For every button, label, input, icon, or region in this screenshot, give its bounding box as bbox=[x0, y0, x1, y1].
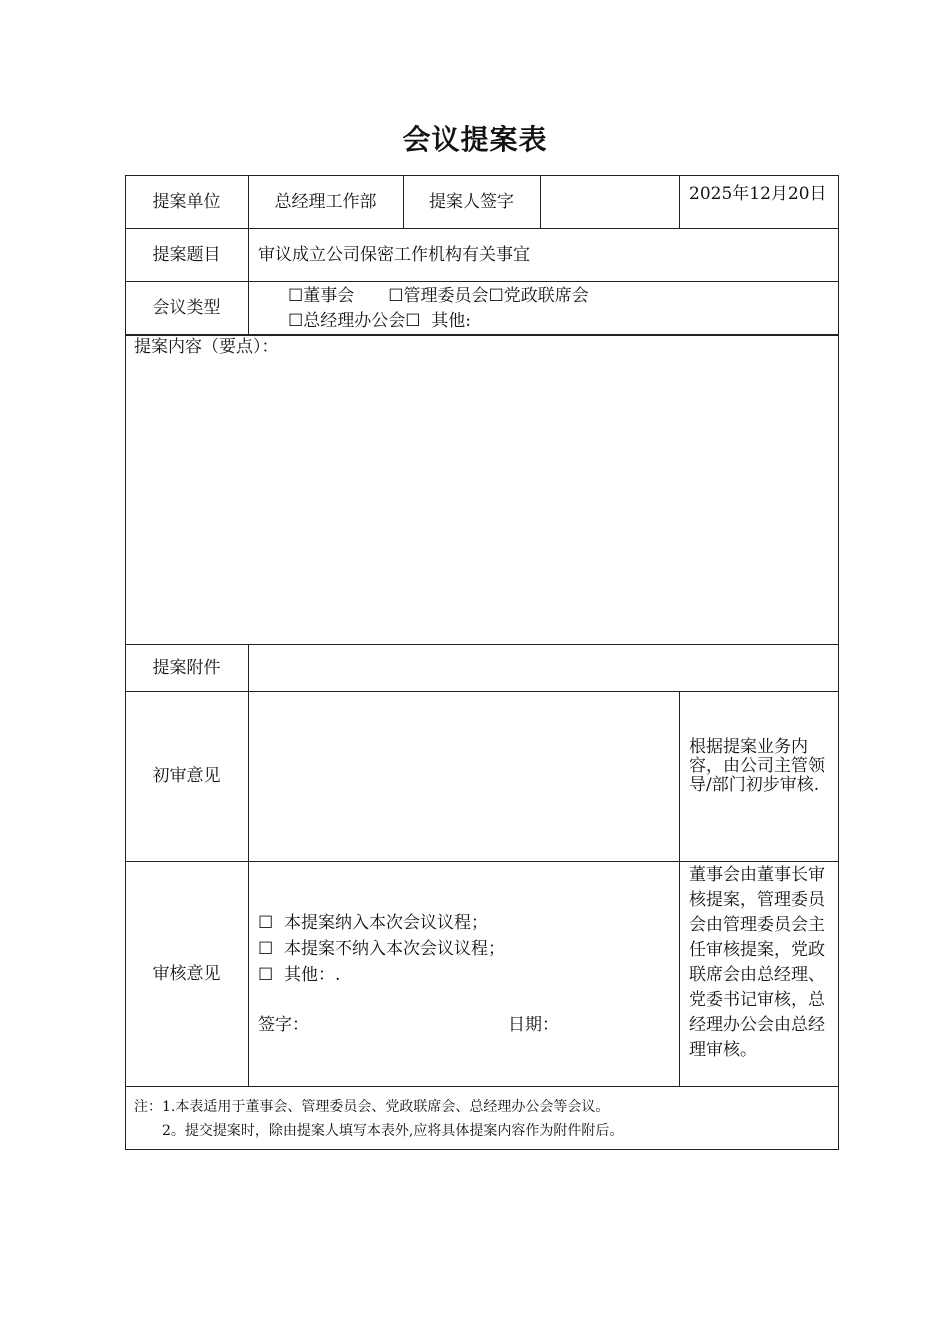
proposer-signature-field[interactable] bbox=[540, 175, 679, 228]
col-divider bbox=[679, 175, 680, 228]
meeting-type-options-line1[interactable]: ☐董事会 ☐管理委员会☐党政联席会 bbox=[288, 286, 589, 306]
attachment-field[interactable] bbox=[249, 645, 838, 690]
proposal-content-label: 提案内容（要点）： bbox=[134, 337, 279, 357]
initial-review-field[interactable] bbox=[249, 692, 678, 860]
proposal-subject-value[interactable]: 审议成立公司保密工作机构有关事宜 bbox=[258, 244, 530, 265]
row-divider bbox=[125, 1086, 839, 1087]
review-option-other[interactable]: ☐ 其他：. bbox=[258, 965, 341, 985]
proposal-content-area[interactable] bbox=[126, 360, 838, 643]
proposal-unit-value[interactable]: 总经理工作部 bbox=[274, 191, 377, 212]
meeting-type-label: 会议类型 bbox=[152, 298, 221, 318]
proposal-unit-label: 提案单位 bbox=[152, 191, 221, 212]
initial-review-label: 初审意见 bbox=[152, 766, 221, 786]
review-option-include[interactable]: ☐ 本提案纳入本次会议议程； bbox=[258, 913, 489, 933]
review-label: 审核意见 bbox=[152, 963, 221, 984]
page-title: 会议提案表 bbox=[402, 123, 548, 156]
review-option-exclude[interactable]: ☐ 本提案不纳入本次会议议程； bbox=[258, 939, 506, 959]
row-divider bbox=[125, 335, 839, 336]
attachment-label: 提案附件 bbox=[152, 657, 221, 678]
initial-review-note: 根据提案业务内容，由公司主管领导/部门初步审核. bbox=[689, 737, 825, 795]
footnote-2: 2。提交提案时，除由提案人填写本表外,应将具体提案内容作为附件附后。 bbox=[134, 1123, 624, 1139]
proposal-subject-label: 提案题目 bbox=[152, 244, 221, 265]
review-date-label: 日期： bbox=[508, 1015, 559, 1035]
col-divider bbox=[679, 691, 680, 1086]
footnote-1: 注：1.本表适用于董事会、管理委员会、党政联席会、总经理办公会等会议。 bbox=[134, 1099, 610, 1115]
meeting-type-options-line2[interactable]: ☐总经理办公会☐ 其他: bbox=[288, 311, 472, 331]
proposer-signature-label: 提案人签字 bbox=[429, 191, 514, 212]
proposal-date[interactable]: 2025年12月20日 bbox=[689, 184, 827, 204]
review-signature-label: 签字： bbox=[258, 1015, 309, 1035]
review-note: 董事会由董事长审核提案，管理委员会由管理委员会主任审核提案，党政联席会由总经理、党委书记审核，总经理办公会由总经理审核。 bbox=[689, 865, 825, 1060]
